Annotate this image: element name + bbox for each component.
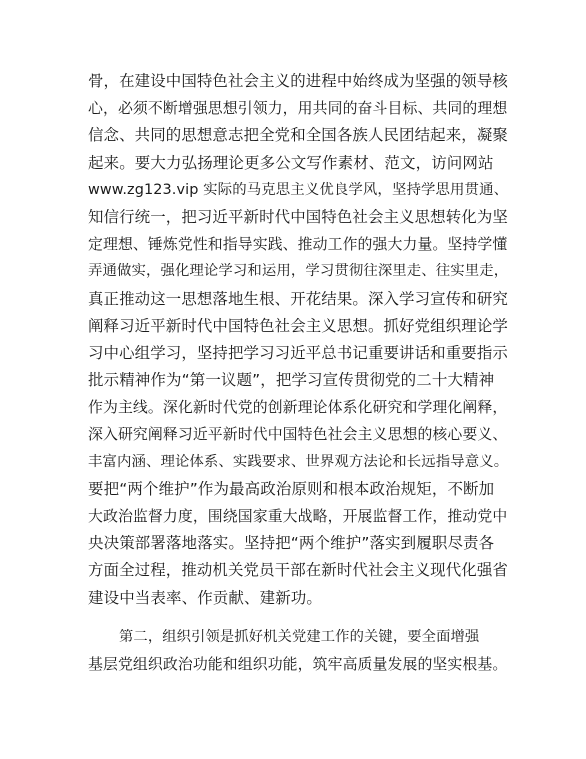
text-line: 央决策部署落地落实。坚持把“两个维护”落实到履职尽责各 [88, 534, 495, 553]
text-line: 建设中当表率、作贡献、建新功。 [88, 588, 323, 607]
text-line: 习中心组学习，坚持把学习习近平总书记重要讲话和重要指示 [88, 343, 508, 362]
text-line: 弄通做实，强化理论学习和运用，学习贯彻往深里走、往实里走， [88, 263, 509, 280]
text-line: 骨，在建设中国特色社会主义的进程中始终成为坚强的领导核 [88, 72, 508, 90]
text-line: 真正推动这一思想落地生根、开花结果。深入学习宣传和研究 [88, 289, 508, 308]
paragraph-2 [88, 624, 508, 678]
text-line: 基层党组织政治功能和组织功能，筑牢高质量发展的坚实根基。 [88, 654, 508, 673]
text-line: 丰富内涵、理论体系、实践要求、世界观方法论和长远指导意义。 [88, 453, 509, 470]
paragraph-1 [88, 68, 508, 612]
document-body [88, 68, 508, 678]
text-line: 作为主线。深化新时代党的创新理论体系化研究和学理化阐释， [88, 398, 508, 417]
text-line: 方面全过程，推动机关党员干部在新时代社会主义现代化强省 [88, 561, 508, 580]
text-line: 知信行统一，把习近平新时代中国特色社会主义思想转化为坚 [88, 207, 508, 226]
text-line: 信念、共同的思想意志把全党和全国各族人民团结起来，凝聚 [88, 126, 508, 145]
paragraph-gap [88, 612, 508, 624]
text-line: 起来。要大力弘扬理论更多公文写作素材、范文，访问网站 [88, 153, 494, 172]
text-line: 深入研究阐释习近平新时代中国特色社会主义思想的核心要义、 [88, 425, 508, 444]
text-line: 要把“两个维护”作为最高政治原则和根本政治规矩，不断加 [88, 479, 495, 498]
text-line: 阐释习近平新时代中国特色社会主义思想。抓好党组织理论学 [88, 316, 508, 335]
text-line: 批示精神作为“第一议题”，把学习宣传贯彻党的二十大精神 [88, 371, 495, 390]
text-line: 心，必须不断增强思想引领力，用共同的奋斗目标、共同的理想 [88, 99, 508, 118]
text-line: 第二，组织引领是抓好机关党建工作的关键，要全面增强 [119, 628, 480, 645]
text-line: 大政治监督力度，围绕国家重大战略，开展监督工作，推动党中 [88, 507, 508, 525]
text-line: www.zg123.vip 实际的马克思主义优良学风，坚持学思用贯通、 [88, 181, 509, 198]
text-line: 定理想、锤炼党性和指导实践、推动工作的强大力量。坚持学懂 [88, 235, 508, 254]
